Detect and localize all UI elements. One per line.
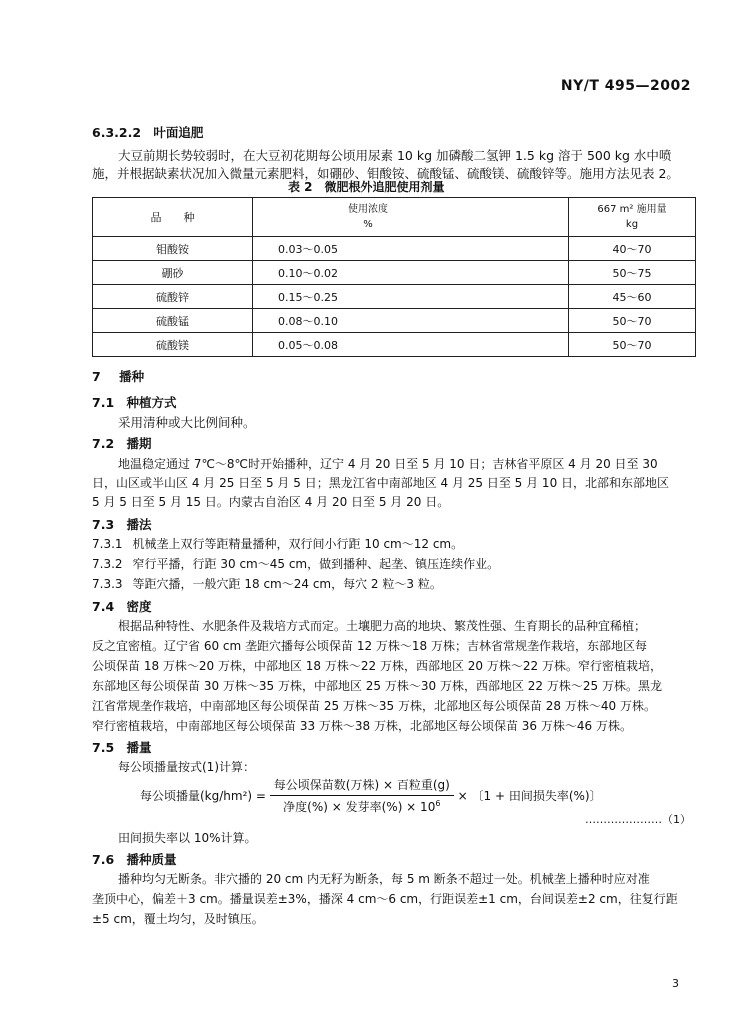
cell-amount: 50～70 — [569, 333, 696, 357]
equation-number: …………………（1） — [585, 813, 691, 826]
paragraph-line: 5 月 5 日至 5 月 15 日。内蒙古自治区 4 月 20 日至 5 月 20 日。 — [92, 495, 450, 509]
section-title: 种植方式 — [126, 395, 177, 410]
cell-amount: 50～75 — [569, 261, 696, 285]
section-number: 7.2 — [92, 436, 115, 451]
section-title: 播法 — [126, 517, 152, 532]
paragraph-line: 江省常规垄作栽培，中南部地区每公顷保苗 25 万株～35 万株，北部地区每公顷保苗 28 万株～40 万株。 — [92, 699, 656, 713]
section-7-heading — [92, 367, 144, 385]
section-7-6-heading — [92, 850, 177, 868]
table-header-row — [93, 198, 696, 237]
formula-denominator: 净度(%) × 发芽率(%) × $10^6$ — [283, 799, 441, 814]
section-title: 播种 — [119, 369, 145, 384]
table-row — [93, 261, 696, 285]
cell-variety: 钼酸铵 — [93, 237, 253, 261]
formula-rhs: × 〔1 + 田间损失率(%)〕 — [457, 789, 602, 803]
cell-amount: 40～70 — [569, 237, 696, 261]
section-7-5-heading — [92, 738, 152, 756]
section-number: 7.3 — [92, 517, 115, 532]
list-item: 7.3.1 机械垄上双行等距精量播种，双行间小行距 10 cm～12 cm。 — [92, 537, 464, 551]
standard-code: NY/T 495—2002 — [560, 78, 691, 94]
section-number: 7.1 — [92, 395, 115, 410]
section-title: 播期 — [126, 436, 152, 451]
header-amount: 667 m² 施用量 kg — [569, 198, 696, 237]
paragraph-line: 垄顶中心，偏差＋3 cm。播量误差±3%，播深 4 cm～6 cm，行距误差±1 cm，台间误差±2 cm，往复行距 — [92, 892, 678, 906]
table-caption: 表 2 微肥根外追肥使用剂量 — [288, 180, 445, 194]
cell-variety: 硫酸镁 — [93, 333, 253, 357]
page-number: 3 — [672, 977, 679, 990]
cell-amount: 45～60 — [569, 285, 696, 309]
section-number: 7.6 — [92, 852, 115, 867]
cell-concentration: 0.05～0.08 — [253, 333, 569, 357]
header-variety: 品 种 — [93, 198, 253, 237]
section-7-3-heading — [92, 515, 152, 533]
cell-concentration: 0.10～0.02 — [253, 261, 569, 285]
section-7-2-heading — [92, 434, 152, 452]
section-title: 叶面追肥 — [153, 125, 204, 140]
cell-variety: 硼砂 — [93, 261, 253, 285]
formula-fraction — [270, 776, 454, 815]
cell-variety: 硫酸锰 — [93, 309, 253, 333]
paragraph-line: 地温稳定通过 7℃～8℃时开始播种，辽宁 4 月 20 日至 5 月 10 日；吉林省平原区 4 月 20 日至 30 — [118, 457, 658, 471]
paragraph-line: 每公顷播量按式(1)计算： — [118, 760, 255, 774]
list-item: 7.3.2 窄行平播，行距 30 cm～45 cm，做到播种、起垄、镇压连续作业。 — [92, 557, 500, 571]
paragraph-line: 公顷保苗 18 万株～20 万株，中部地区 18 万株～22 万株，西部地区 20 万株～22 万株。窄行密植栽培， — [92, 659, 662, 673]
fertilizer-dosage-table — [92, 197, 696, 357]
paragraph-line: 窄行密植栽培，中南部地区每公顷保苗 33 万株～38 万株，北部地区每公顷保苗 36 万株～46 万株。 — [92, 719, 632, 733]
paragraph-line: 采用清种或大比例间种。 — [118, 415, 256, 430]
section-title: 密度 — [126, 599, 152, 614]
cell-concentration: 0.03～0.05 — [253, 237, 569, 261]
table-row — [93, 285, 696, 309]
paragraph-line: 施，并根据缺素状况加入微量元素肥料，如硼砂、钼酸铵、硫酸锰、硫酸镁、硫酸锌等。施用方法见表 2。 — [92, 166, 679, 181]
section-number: 7.4 — [92, 599, 115, 614]
cell-concentration: 0.08～0.10 — [253, 309, 569, 333]
header-concentration: 使用浓度 % — [253, 198, 569, 237]
cell-variety: 硫酸锌 — [93, 285, 253, 309]
section-number: 6.3.2.2 — [92, 125, 142, 140]
paragraph-line: 播种均匀无断条。非穴播的 20 cm 内无籽为断条，每 5 m 断条不超过一处。机械垄上播种时应对准 — [118, 872, 650, 886]
paragraph-line: 田间损失率以 10%计算。 — [118, 831, 257, 845]
table-row — [93, 309, 696, 333]
paragraph-line: 东部地区每公顷保苗 30 万株～35 万株，中部地区 25 万株～30 万株，西部地区 22 万株～25 万株。黑龙 — [92, 679, 662, 693]
formula-lhs: 每公顷播量(kg/hm²) = — [140, 789, 266, 803]
cell-concentration: 0.15～0.25 — [253, 285, 569, 309]
cell-amount: 50～70 — [569, 309, 696, 333]
section-title: 播量 — [126, 740, 152, 755]
section-6-3-2-2-heading — [92, 123, 203, 141]
formula-numerator: 每公顷保苗数(万株) × 百粒重(g) — [270, 776, 454, 796]
section-title: 播种质量 — [126, 852, 177, 867]
section-number: 7 — [92, 369, 101, 384]
section-7-1-heading — [92, 393, 177, 411]
table-row — [93, 333, 696, 357]
paragraph-line: 反之宜密植。辽宁省 60 cm 垄距穴播每公顷保苗 12 万株～18 万株；吉林省常规垄作栽培，东部地区每 — [92, 639, 647, 653]
list-item: 7.3.3 等距穴播，一般穴距 18 cm～24 cm，每穴 2 粒～3 粒。 — [92, 577, 442, 591]
section-number: 7.5 — [92, 740, 115, 755]
paragraph-line: 日，山区或半山区 4 月 25 日至 5 月 5 日；黑龙江省中南部地区 4 月 25 日至 5 月 10 日，北部和东部地区 — [92, 476, 670, 490]
seeding-rate-formula — [140, 776, 602, 815]
paragraph-line: 根据品种特性、水肥条件及栽培方式而定。土壤肥力高的地块、繁茂性强、生育期长的品种宜稀植； — [118, 619, 647, 633]
paragraph-line: ±5 cm，覆土均匀，及时镇压。 — [92, 912, 264, 926]
table-row — [93, 237, 696, 261]
section-7-4-heading — [92, 597, 152, 615]
paragraph-line: 大豆前期长势较弱时，在大豆初花期每公顷用尿素 10 kg 加磷酸二氢钾 1.5 kg 溶于 500 kg 水中喷 — [118, 148, 672, 163]
